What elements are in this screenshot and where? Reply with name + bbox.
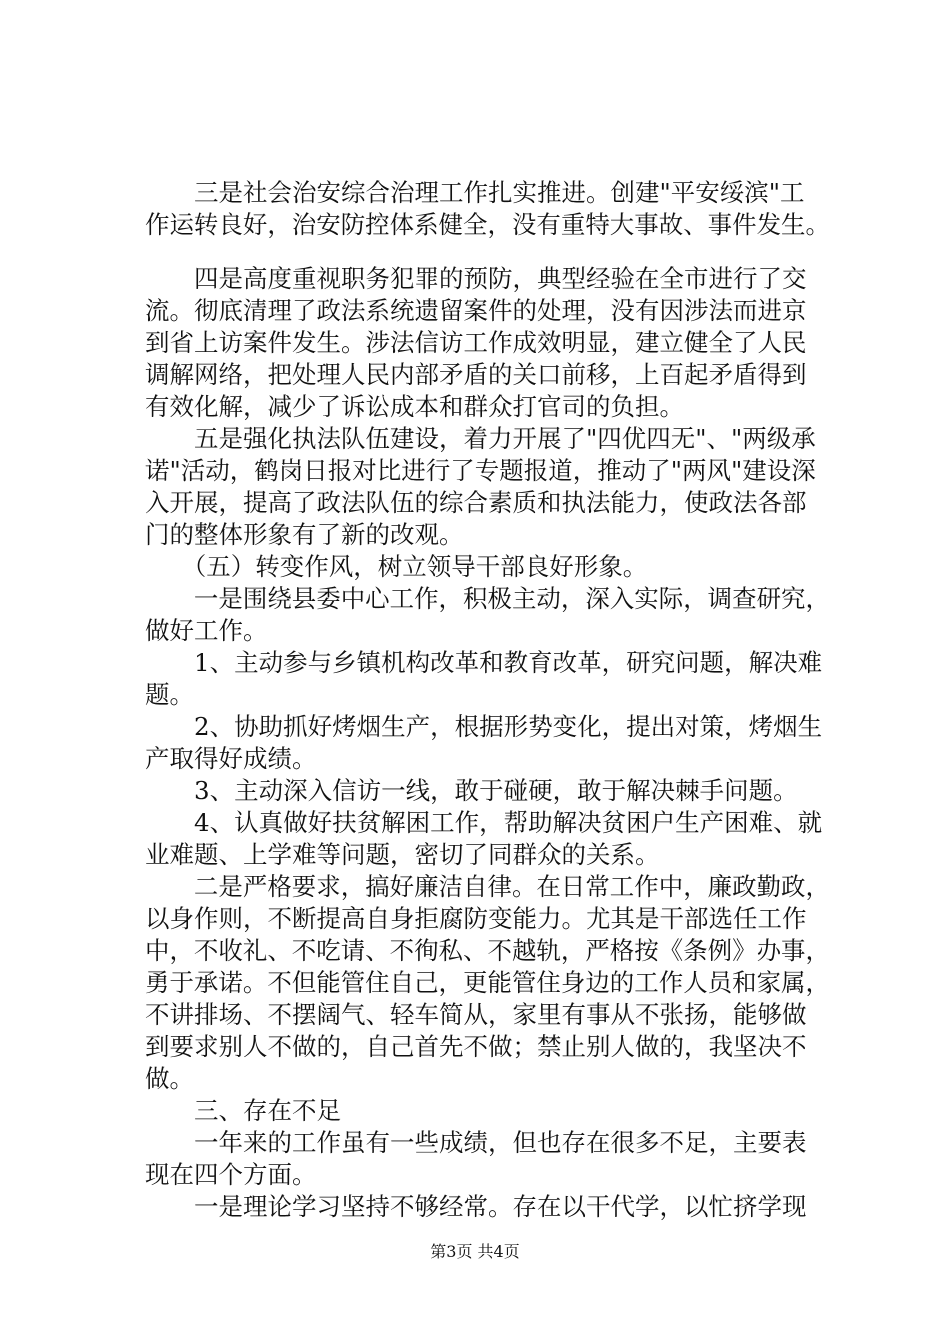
body-text-line: 诺"活动，鹤岗日报对比进行了专题报道，推动了"两风"建设深 (145, 456, 816, 485)
list-item-line: 题。 (145, 680, 194, 709)
list-item-line: 1、主动参与乡镇机构改革和教育改革，研究问题，解决难 (145, 648, 823, 677)
body-text-line: 一是围绕县委中心工作，积极主动，深入实际，调查研究， (145, 584, 830, 613)
list-item-line: 4、认真做好扶贫解困工作，帮助解决贫困户生产困难、就 (145, 808, 823, 837)
body-text-line: 流。彻底清理了政法系统遗留案件的处理，没有因涉法而进京 (145, 296, 807, 325)
body-text-line: 到省上访案件发生。涉法信访工作成效明显，建立健全了人民 (145, 328, 807, 357)
body-text-line: 勇于承诺。不但能管住自己，更能管住身边的工作人员和家属， (145, 968, 830, 997)
body-text-line: 二是严格要求，搞好廉洁自律。在日常工作中，廉政勤政， (145, 872, 830, 901)
body-text-line: 以身作则，不断提高自身拒腐防变能力。尤其是干部选任工作 (145, 904, 807, 933)
body-text-line: 到要求别人不做的，自己首先不做；禁止别人做的，我坚决不 (145, 1032, 807, 1061)
body-text-line: 作运转良好，治安防控体系健全，没有重特大事故、事件发生。 (145, 210, 830, 239)
page-number-footer: 第3页 共4页 (430, 1242, 520, 1261)
body-text-line: 做好工作。 (145, 616, 268, 645)
body-text-line: 一年来的工作虽有一些成绩，但也存在很多不足，主要表 (145, 1128, 807, 1157)
list-item-line: 2、协助抓好烤烟生产，根据形势变化，提出对策，烤烟生 (145, 712, 823, 741)
body-text-line: 做。 (145, 1064, 194, 1093)
list-item-line: 业难题、上学难等问题，密切了同群众的关系。 (145, 840, 660, 869)
body-text-line: 现在四个方面。 (145, 1160, 317, 1189)
body-text-line: 调解网络，把处理人民内部矛盾的关口前移，上百起矛盾得到 (145, 360, 807, 389)
body-text-line: 中，不收礼、不吃请、不徇私、不越轨，严格按《条例》办事， (145, 936, 830, 965)
section-heading: 三、存在不足 (145, 1096, 341, 1125)
body-text-line: 门的整体形象有了新的改观。 (145, 520, 464, 549)
body-text-line: 一是理论学习坚持不够经常。存在以干代学，以忙挤学现 (145, 1192, 807, 1221)
section-heading: （五）转变作风，树立领导干部良好形象。 (145, 552, 648, 581)
body-text-line: 有效化解，减少了诉讼成本和群众打官司的负担。 (145, 392, 684, 421)
body-text-line: 四是高度重视职务犯罪的预防，典型经验在全市进行了交 (145, 264, 807, 293)
body-text-line: 五是强化执法队伍建设，着力开展了"四优四无"、"两级承 (145, 424, 816, 453)
body-text-line: 三是社会治安综合治理工作扎实推进。创建"平安绥滨"工 (145, 178, 805, 207)
list-item-line: 产取得好成绩。 (145, 744, 317, 773)
body-text-line: 不讲排场、不摆阔气、轻车简从，家里有事从不张扬，能够做 (145, 1000, 807, 1029)
body-text-line: 入开展，提高了政法队伍的综合素质和执法能力，使政法各部 (145, 488, 807, 517)
list-item-line: 3、主动深入信访一线，敢于碰硬，敢于解决棘手问题。 (145, 776, 798, 805)
